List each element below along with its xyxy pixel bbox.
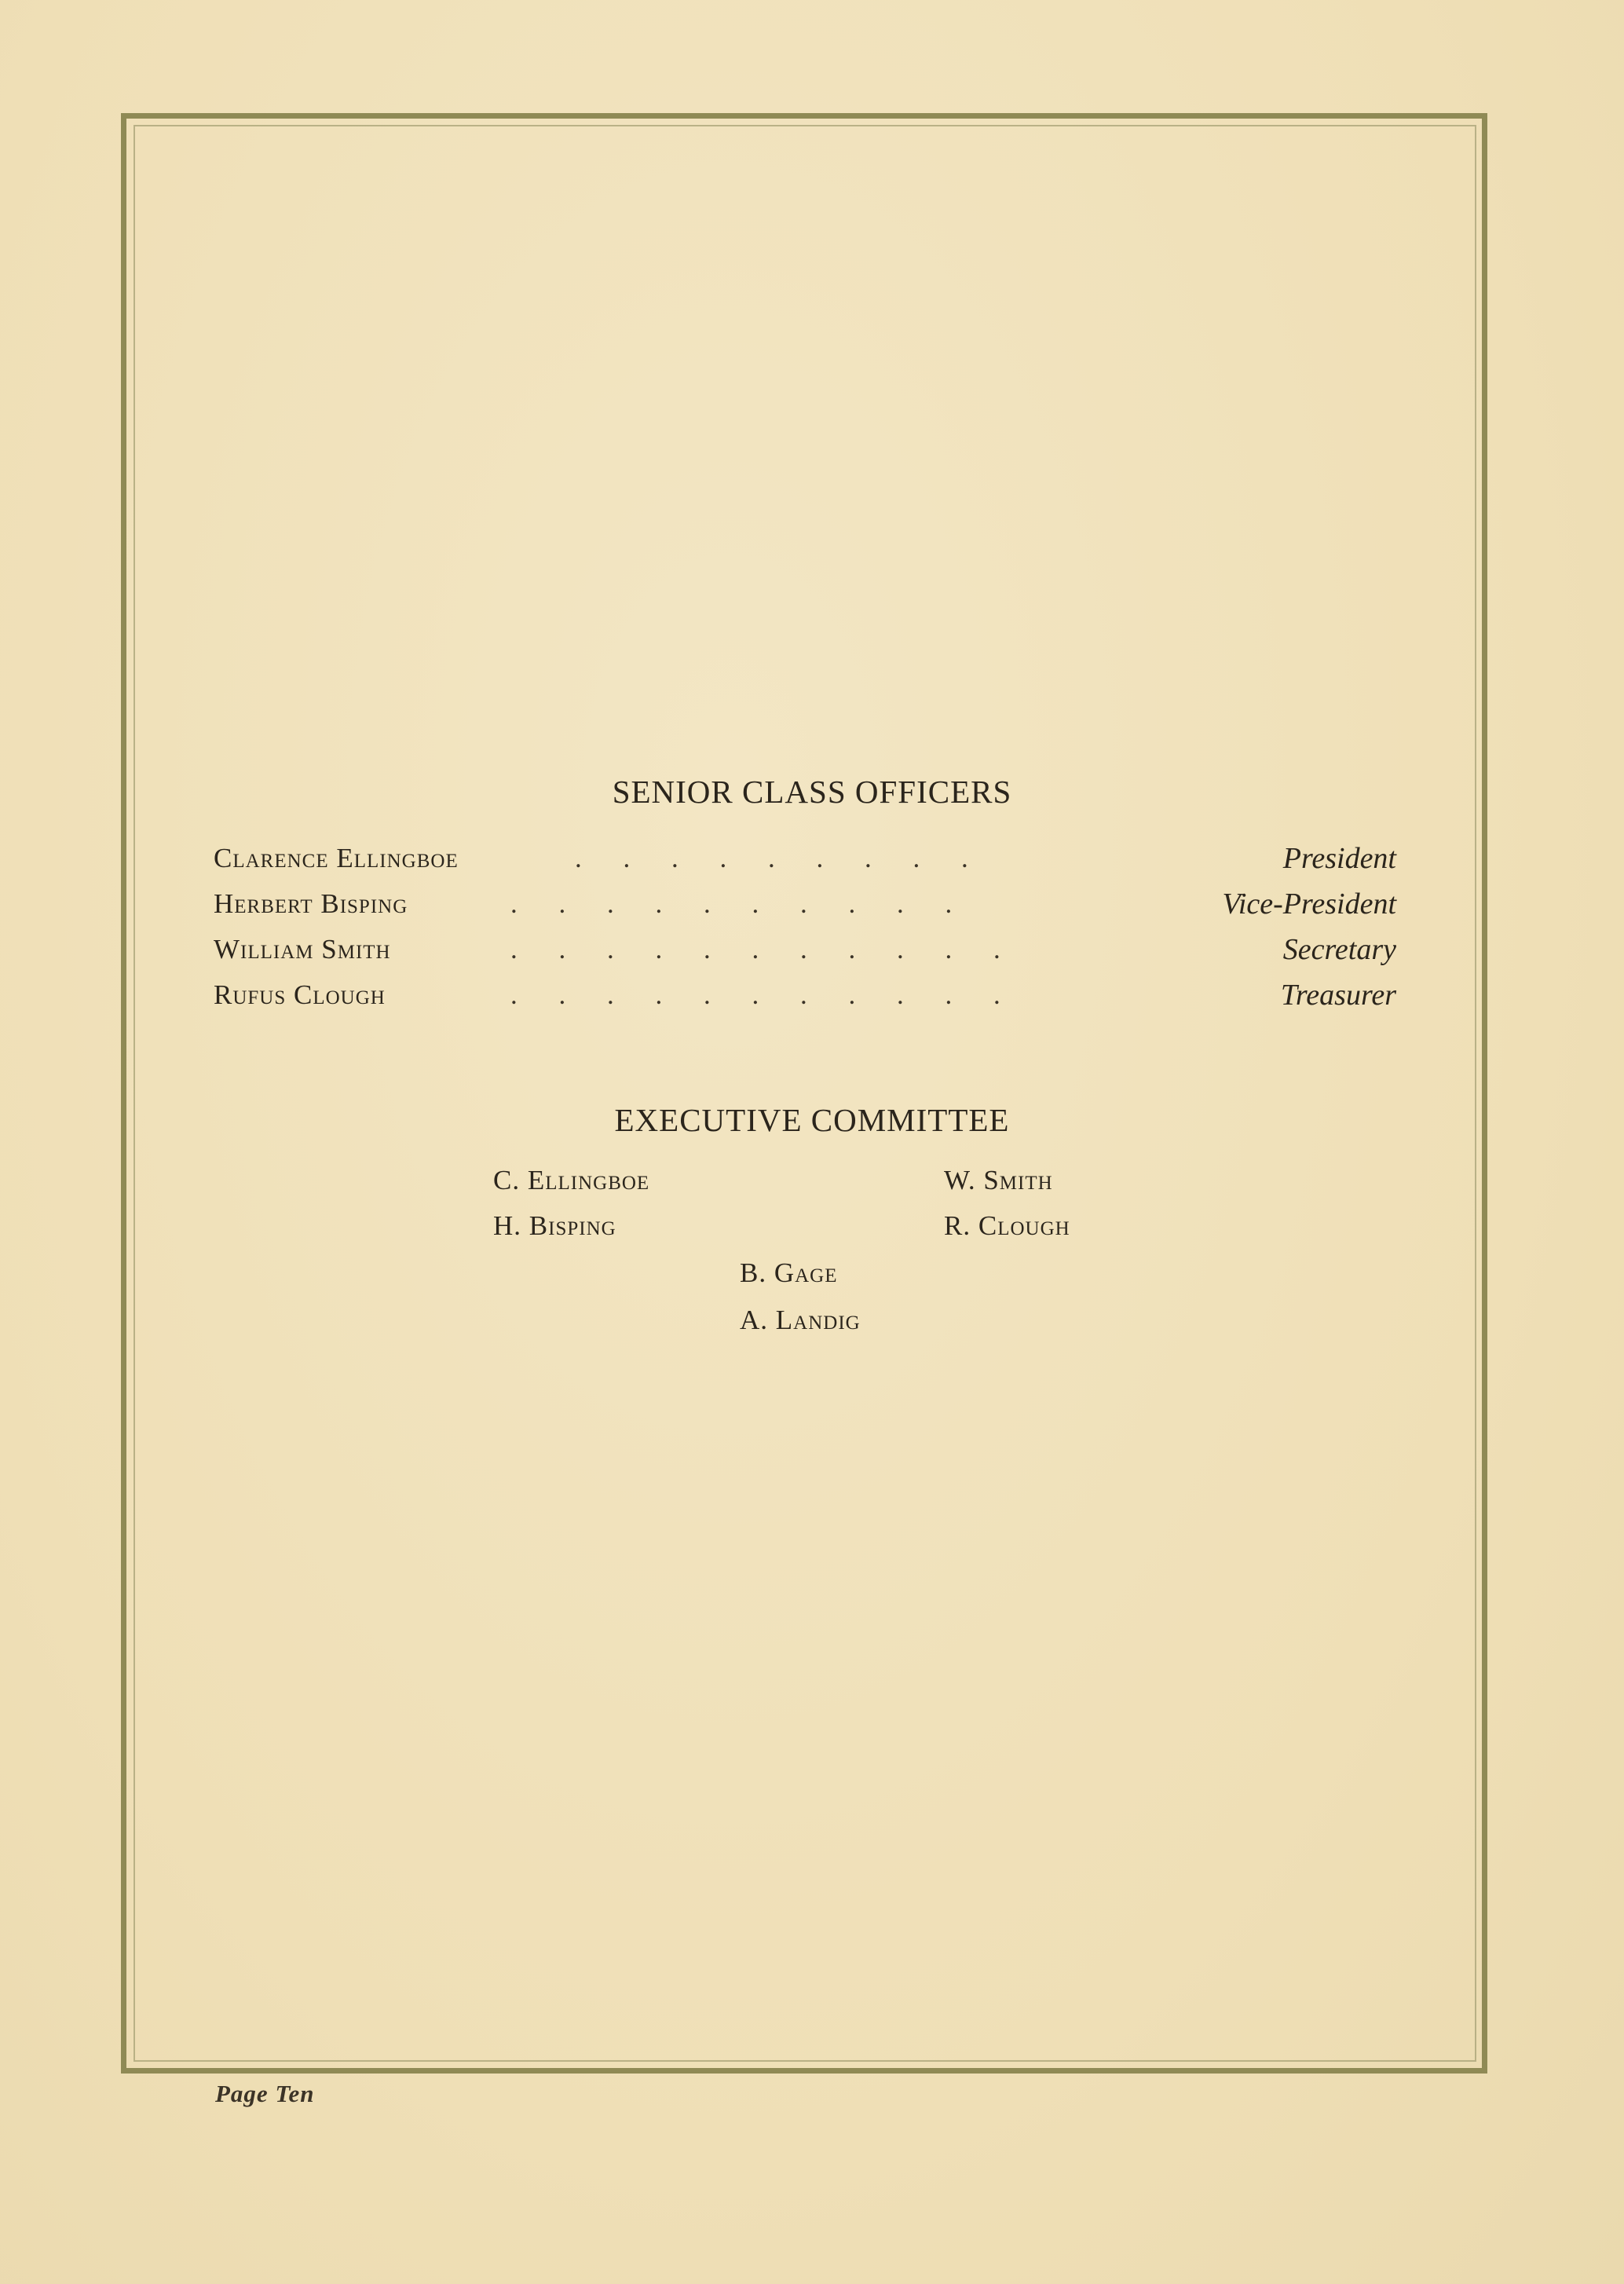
committee-member: W. Smith [944, 1165, 1053, 1195]
committee-member: C. Ellingboe [493, 1165, 650, 1195]
committee-member: A. Landig [740, 1305, 861, 1335]
executive-committee-heading: EXECUTIVE COMMITTEE [614, 1102, 1010, 1138]
dot-leader: . . . . . . . . . . . [510, 934, 1018, 964]
officer-row [214, 836, 1396, 881]
dot-leader: . . . . . . . . . [575, 843, 986, 873]
committee-member: B. Gage [740, 1257, 838, 1288]
officer-name: William Smith [214, 934, 391, 964]
dot-leader: . . . . . . . . . . . [510, 979, 1018, 1010]
officers-list [214, 836, 1396, 1018]
officer-name: Clarence Ellingboe [214, 843, 459, 873]
officer-title: Secretary [1282, 933, 1396, 966]
officer-row [214, 881, 1396, 927]
page-border-inner [134, 125, 1476, 2062]
officer-row [214, 927, 1396, 972]
page-number: Page Ten [215, 2080, 315, 2107]
officer-name: Rufus Clough [214, 979, 386, 1010]
officer-name: Herbert Bisping [214, 888, 408, 919]
senior-class-officers-heading: SENIOR CLASS OFFICERS [612, 774, 1012, 810]
officer-title: President [1282, 842, 1396, 875]
dot-leader: . . . . . . . . . . [510, 888, 970, 919]
officer-row [214, 972, 1396, 1018]
officer-title: Treasurer [1280, 979, 1396, 1012]
officer-title: Vice-President [1222, 888, 1396, 921]
committee-member: H. Bisping [493, 1210, 616, 1241]
committee-member: R. Clough [944, 1210, 1070, 1241]
